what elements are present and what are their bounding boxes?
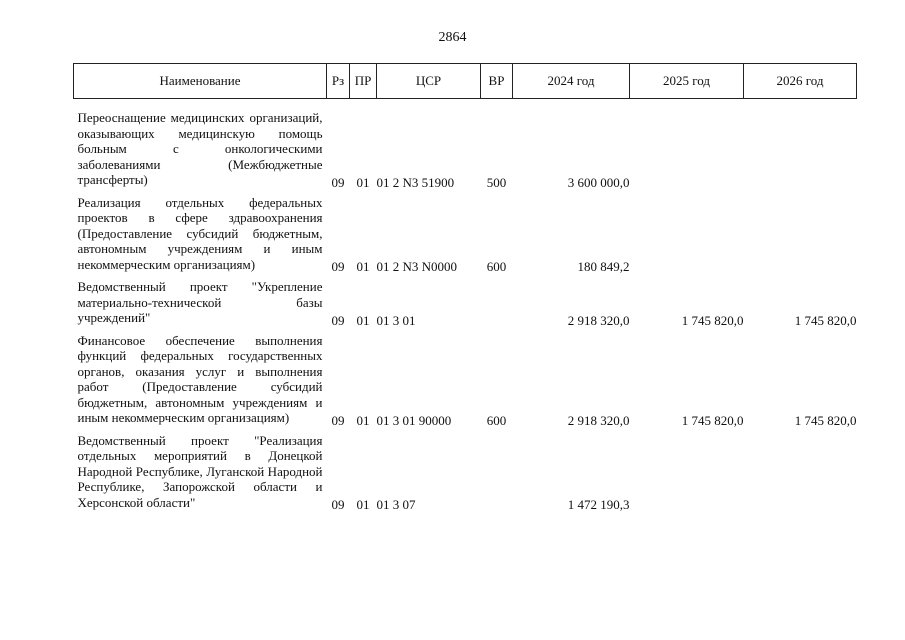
header-2025: 2025 год bbox=[630, 64, 744, 99]
row-name: Ведомственный проект "Реализация отдельных мероприятий в Донецкой Народной Республике, Луганской Народной Республике, Запорожской области и Херсонской области" bbox=[77, 432, 323, 510]
table-row bbox=[74, 105, 857, 190]
header-pr: ПР bbox=[350, 64, 377, 99]
row-vr bbox=[481, 428, 513, 513]
header-vr: ВР bbox=[481, 64, 513, 99]
row-amount-2026 bbox=[744, 105, 857, 190]
table-row bbox=[74, 428, 857, 513]
row-vr: 600 bbox=[486, 259, 507, 274]
row-rz: 09 bbox=[331, 312, 345, 328]
row-amount-2026: 1 745 820,0 bbox=[794, 312, 857, 328]
row-amount-2024: 2 918 320,0 bbox=[567, 412, 630, 428]
row-pr: 01 bbox=[356, 312, 370, 328]
row-rz: 09 bbox=[331, 259, 345, 274]
row-pr: 01 bbox=[356, 497, 370, 512]
row-pr: 01 bbox=[356, 174, 370, 190]
row-pr: 01 bbox=[356, 412, 370, 428]
row-csr: 01 3 07 bbox=[376, 497, 416, 512]
row-csr: 01 3 01 bbox=[376, 312, 416, 328]
table-header-row bbox=[74, 64, 857, 99]
row-amount-2025 bbox=[630, 428, 744, 513]
row-pr: 01 bbox=[356, 259, 370, 274]
row-csr: 01 3 01 90000 bbox=[376, 412, 452, 428]
row-amount-2025 bbox=[630, 105, 744, 190]
row-amount-2026 bbox=[744, 190, 857, 275]
row-name: Реализация отдельных федеральных проектов в сфере здравоохранения (Предоставление субсидий бюджетным, автономным учреждениям и иным некоммерческим организациям) bbox=[77, 194, 323, 272]
row-amount-2024: 3 600 000,0 bbox=[567, 174, 630, 190]
row-amount-2026 bbox=[744, 428, 857, 513]
row-csr: 01 2 N3 N0000 bbox=[376, 259, 458, 274]
row-rz: 09 bbox=[331, 497, 345, 512]
row-amount-2024: 2 918 320,0 bbox=[567, 312, 630, 328]
header-csr: ЦСР bbox=[377, 64, 481, 99]
row-vr bbox=[481, 274, 513, 328]
row-amount-2025: 1 745 820,0 bbox=[681, 312, 744, 328]
header-2024: 2024 год bbox=[513, 64, 630, 99]
header-rz: Рз bbox=[327, 64, 350, 99]
row-amount-2024: 180 849,2 bbox=[577, 259, 630, 274]
row-amount-2024: 1 472 190,3 bbox=[567, 497, 630, 512]
table-row bbox=[74, 190, 857, 275]
row-vr: 600 bbox=[486, 412, 507, 428]
budget-table bbox=[73, 63, 857, 512]
table-row bbox=[74, 274, 857, 328]
row-rz: 09 bbox=[331, 174, 345, 190]
page-number: 2864 bbox=[438, 30, 467, 45]
row-name: Ведомственный проект "Укрепление материально-технической базы учреждений" bbox=[77, 279, 323, 325]
row-name: Переоснащение медицинских организаций, оказывающих медицинскую помощь больным с онкологическими заболеваниями (Межбюджетные трансферты) bbox=[77, 110, 323, 187]
header-2026: 2026 год bbox=[744, 64, 857, 99]
row-amount-2025: 1 745 820,0 bbox=[681, 412, 744, 428]
row-rz: 09 bbox=[331, 412, 345, 428]
row-name: Финансовое обеспечение выполнения функций федеральных государственных органов, оказания услуг и выполнения работ (Предоставление субсидий бюджетным, автономным учреждениям и иным некоммерческим организациям) bbox=[77, 332, 323, 425]
table-row bbox=[74, 328, 857, 428]
header-name: Наименование bbox=[74, 64, 327, 99]
row-amount-2026: 1 745 820,0 bbox=[794, 412, 857, 428]
row-vr: 500 bbox=[486, 174, 507, 190]
row-csr: 01 2 N3 51900 bbox=[376, 174, 455, 190]
row-amount-2025 bbox=[630, 190, 744, 275]
